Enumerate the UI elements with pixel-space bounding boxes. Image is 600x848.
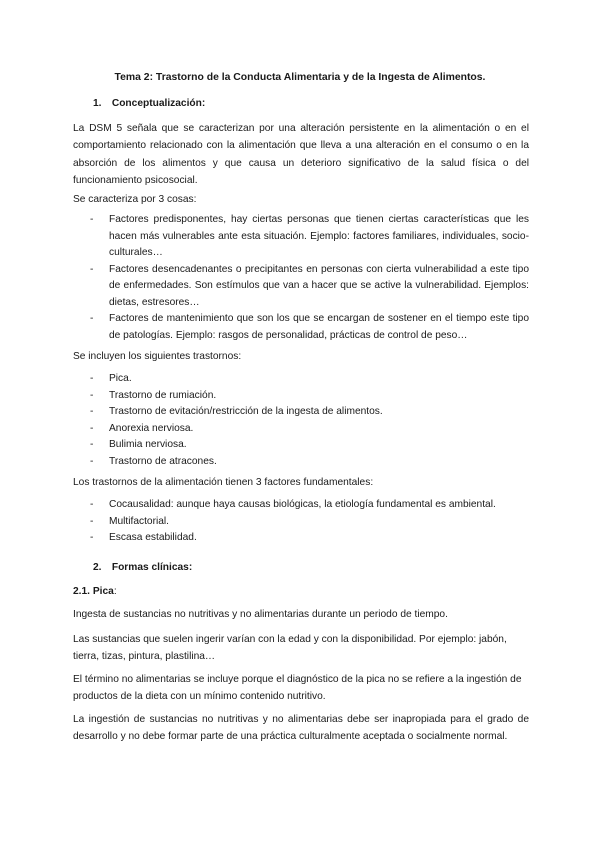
- paragraph-sustancias: Las sustancias que suelen ingerir varían con la edad y con la disponibilidad. Por ejemplo: jabón, tierra, tizas, pintura, plastilina…: [73, 634, 507, 663]
- paragraph-ingestion: La ingestión de sustancias no nutritivas y no alimentarias debe ser inapropiada para el grado de desarrollo y no debe formar parte de una práctica culturalmente aceptada o socialmente normal.: [73, 714, 529, 743]
- list-item: - Factores predisponentes, hay ciertas personas que tienen ciertas características que les hacen más vulnerables ante esta situación. Ejemplo: factores familiares, individuales, socio-culturales…: [90, 214, 529, 258]
- paragraph-termino: El término no alimentarias se incluye porque el diagnóstico de la pica no se refiere a la ingestión de productos de la dieta con un mínimo contenido nutritivo.: [73, 674, 522, 703]
- section-heading-1: [93, 98, 205, 109]
- section-number: 2.: [93, 562, 102, 573]
- list-item: - Trastorno de atracones.: [90, 455, 217, 467]
- list-item: - Factores desencadenantes o precipitantes en personas con cierta vulnerabilidad a este tipo de enfermedades. Son estímulos que van a hacer que se active la vulnerabilidad. Ejemplos: dietas, estresores…: [90, 263, 529, 308]
- list-factores: [73, 212, 529, 344]
- list-item: - Escasa estabilidad.: [90, 532, 197, 543]
- list-item: - Anorexia nerviosa.: [90, 422, 194, 434]
- section-heading-2: [93, 562, 192, 573]
- list-factores-fundamentales: [73, 497, 529, 547]
- subsection-colon: :: [113, 586, 117, 597]
- section-title: Conceptualización:: [111, 98, 206, 109]
- subsection-number: 2.1.: [73, 586, 90, 597]
- list-item: - Cocausalidad: aunque haya causas biológicas, la etiología fundamental es ambiental.: [90, 499, 496, 510]
- subsection-title: Pica: [92, 586, 114, 597]
- subsection-heading-pica: [73, 586, 117, 597]
- list-item: - Factores de mantenimiento que son los que se encargan de sostener en el tiempo este tipo de patologías. Ejemplo: rasgos de personalidad, prácticas de control de peso…: [90, 313, 529, 341]
- list-item: - Bulimia nerviosa.: [90, 439, 187, 450]
- list-item: - Pica.: [90, 373, 132, 384]
- list-item: - Trastorno de evitación/restricción de la ingesta de alimentos.: [90, 406, 383, 417]
- list-item: - Trastorno de rumiación.: [90, 389, 217, 401]
- list-trastornos: [73, 371, 529, 470]
- list-item: - Multifactorial.: [90, 515, 170, 527]
- paragraph-caracteriza: Se caracteriza por 3 cosas:: [73, 194, 197, 205]
- section-number: 1.: [93, 98, 102, 109]
- paragraph-factores-fundamentales: Los trastornos de la alimentación tienen 3 factores fundamentales:: [73, 477, 374, 488]
- paragraph-trastornos-intro: Se incluyen los siguientes trastornos:: [73, 351, 242, 362]
- section-title: Formas clínicas:: [111, 562, 193, 573]
- paragraph-pica-definicion: Ingesta de sustancias no nutritivas y no alimentarias durante un periodo de tiempo.: [73, 609, 448, 620]
- page-title: Tema 2: Trastorno de la Conducta Alimentaria y de la Ingesta de Alimentos.: [114, 72, 486, 83]
- paragraph-dsm5: La DSM 5 señala que se caracterizan por una alteración persistente en la alimentación o en el comportamiento relacionado con la alimentación que lleva a una alteración en el consumo o en la absorción de los alimentos y que causa un deterioro significativo de la salud física o del funcionamiento psicosocial.: [73, 123, 529, 187]
